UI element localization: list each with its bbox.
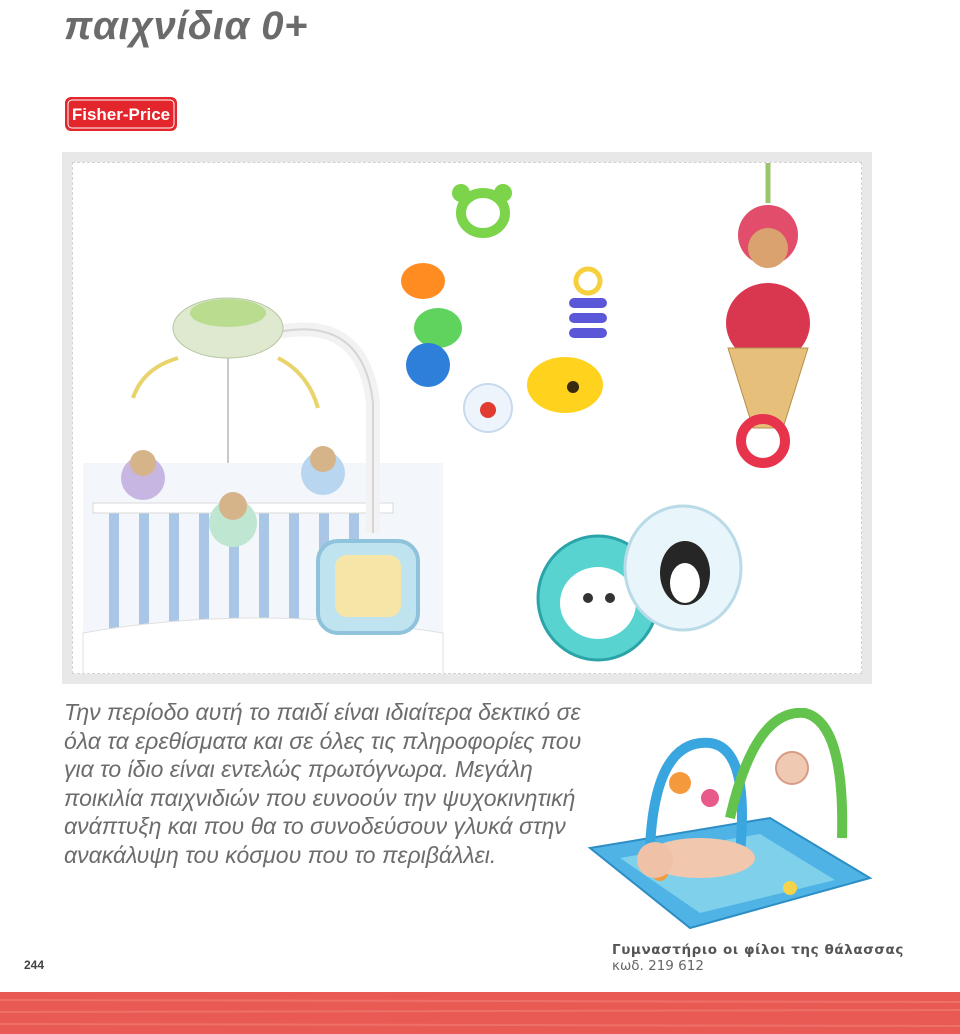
product-code: κωδ. 219 612 (612, 958, 704, 974)
bottom-accent-band (0, 992, 960, 1034)
intro-paragraph: Την περίοδο αυτή το παιδί είναι ιδιαίτερα δεκτικό σε όλα τα ερεθίσματα και σε όλες τις πληροφορίες που για το ίδιο είναι εντελώς πρωτόγνωρα. Μεγάλη ποικιλία παιχνιδιών που ευνοούν την ψυχοκινητική ανάπτυξη και που θα το συνοδεύσουν γλυκά στην ανακάλυψη του κόσμου που το περιβάλλει. (64, 699, 582, 868)
product-photo-collage (62, 152, 872, 684)
sea-friends-gym-photo (580, 708, 880, 938)
logo-text: Fisher-Price (71, 105, 171, 124)
page-number: 244 (24, 958, 45, 972)
photo-collage-inner (72, 162, 862, 674)
rattle-chain-photo (401, 184, 607, 432)
strawberry-bear-photo (726, 163, 810, 463)
product-name: Γυμναστήριο οι φίλοι της θάλασσας (612, 942, 904, 958)
teether-rings-photo (538, 506, 741, 660)
fisher-price-logo (64, 96, 178, 132)
page-heading: παιχνίδια 0+ (64, 4, 308, 48)
crib-mobile-photo (83, 298, 443, 674)
